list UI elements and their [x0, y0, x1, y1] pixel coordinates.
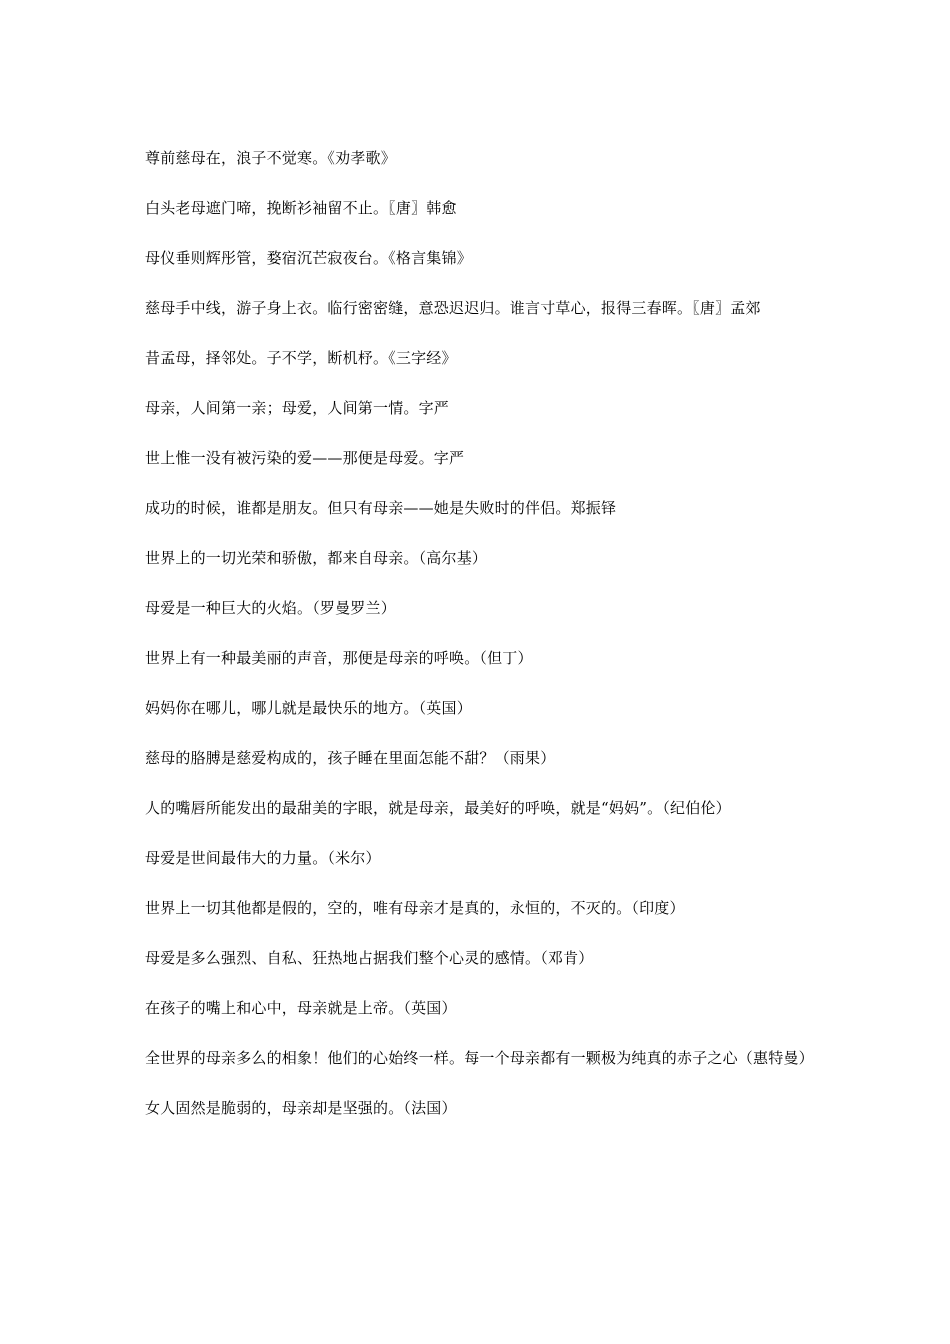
- quote-paragraph: 在孩子的嘴上和心中，母亲就是上帝。（英国）: [145, 999, 457, 1017]
- quote-paragraph: 世上惟一没有被污染的爱——那便是母爱。字严: [145, 449, 465, 467]
- quote-paragraph: 母亲，人间第一亲；母爱，人间第一情。字严: [145, 399, 450, 417]
- quote-paragraph: 母爱是一种巨大的火焰。（罗曼罗兰）: [145, 599, 396, 617]
- quote-paragraph: 世界上一切其他都是假的，空的，唯有母亲才是真的，永恒的，不灭的。（印度）: [145, 899, 685, 917]
- quote-paragraph: 人的嘴唇所能发出的最甜美的字眼，就是母亲，最美好的呼唤，就是“妈妈”。（纪伯伦）: [145, 799, 731, 817]
- quote-paragraph: 母仪垂则辉彤管，婺宿沉芒寂夜台。《格言集锦》: [145, 249, 472, 267]
- quote-paragraph: 慈母的胳膊是慈爱构成的，孩子睡在里面怎能不甜？（雨果）: [145, 749, 556, 767]
- quote-paragraph: 尊前慈母在，浪子不觉寒。《劝孝歌》: [145, 149, 396, 167]
- quote-paragraph: 全世界的母亲多么的相象！他们的心始终一样。每一个母亲都有一颗极为纯真的赤子之心（惠特曼）: [145, 1049, 814, 1067]
- quote-paragraph: 妈妈你在哪儿，哪儿就是最快乐的地方。（英国）: [145, 699, 472, 717]
- quote-paragraph: 白头老母遮门啼，挽断衫袖留不止。〖唐〗韩愈: [145, 199, 457, 217]
- quote-paragraph: 昔孟母，择邻处。子不学，断机杼。《三字经》: [145, 349, 457, 367]
- quote-paragraph: 世界上有一种最美丽的声音，那便是母亲的呼唤。（但丁）: [145, 649, 533, 667]
- quote-list: [145, 146, 815, 1146]
- quote-paragraph: 慈母手中线，游子身上衣。临行密密缝，意恐迟迟归。谁言寸草心，报得三春晖。〖唐〗孟郊: [145, 299, 761, 317]
- quote-paragraph: 世界上的一切光荣和骄傲，都来自母亲。（高尔基）: [145, 549, 488, 567]
- quote-paragraph: 母爱是世间最伟大的力量。（米尔）: [145, 849, 381, 867]
- quote-paragraph: 成功的时候，谁都是朋友。但只有母亲——她是失败时的伴侣。郑振铎: [145, 499, 617, 517]
- quote-paragraph: 母爱是多么强烈、自私、狂热地占据我们整个心灵的感情。（邓肯）: [145, 949, 594, 967]
- quote-paragraph: 女人固然是脆弱的，母亲却是坚强的。（法国）: [145, 1099, 457, 1117]
